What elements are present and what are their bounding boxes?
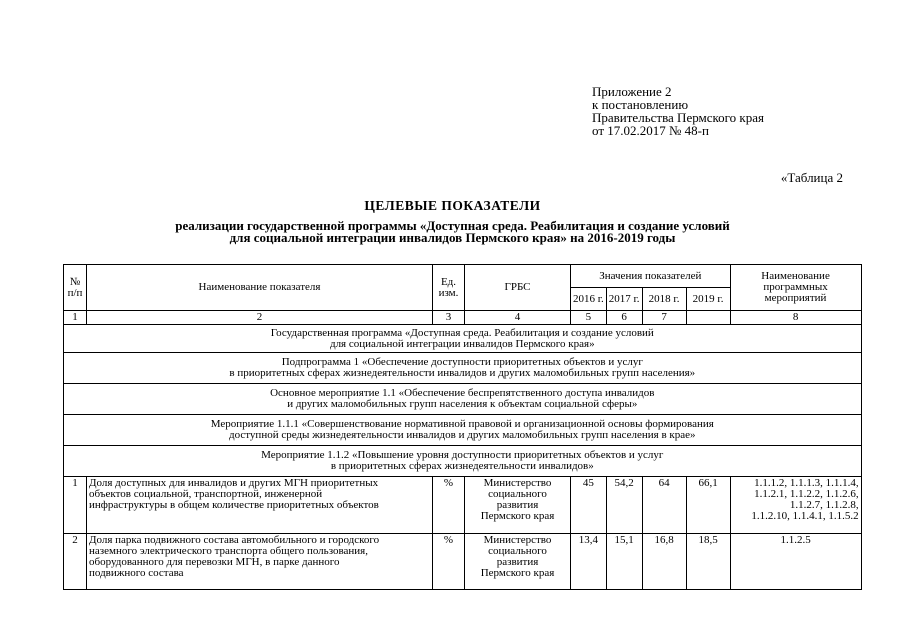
value-2018: 16,8: [642, 534, 686, 590]
value-2019: 18,5: [686, 534, 730, 590]
document-subtitle: [0, 220, 905, 244]
col-number: 8: [730, 311, 861, 325]
indicator-name-line: Доля доступных для инвалидов и других МГН приоритетных: [89, 477, 379, 489]
table-label: «Таблица 2: [780, 170, 843, 185]
col-number: 1: [64, 311, 87, 325]
indicator-grbs: [465, 534, 571, 590]
col-number: 2: [87, 311, 433, 325]
row-number: 2: [64, 534, 87, 590]
col-header-year: 2019 г.: [686, 288, 730, 311]
col-header-events: Наименование программных мероприятий: [730, 265, 861, 311]
col-number: 6: [606, 311, 642, 325]
col-header-num: № п/п: [64, 265, 87, 311]
col-header-values: Значения показателей: [571, 265, 731, 288]
indicator-name-line: Доля парка подвижного состава автомобильного и городского: [89, 534, 380, 546]
col-header-year: 2016 г.: [571, 288, 607, 311]
appendix-line: Правительства Пермского края: [592, 110, 764, 125]
indicator-name: [87, 477, 433, 534]
value-2016: 13,4: [571, 534, 607, 590]
section-line: Мероприятие 1.1.1 «Совершенствование нормативной правовой и организационной основы формирования: [210, 418, 714, 430]
indicator-name: [87, 534, 433, 590]
grbs-line: Министерство: [483, 534, 552, 546]
subtitle-line: реализации государственной программы «Доступная среда. Реабилитация и создание условий: [175, 218, 730, 233]
value-2019: 66,1: [686, 477, 730, 534]
grbs-line: Министерство: [483, 477, 552, 489]
subtitle-line: для социальной интеграции инвалидов Пермского края» на 2016-2019 годы: [229, 230, 676, 245]
document-title: ЦЕЛЕВЫЕ ПОКАЗАТЕЛИ: [364, 198, 541, 213]
event-code-line: 1.1.2.7, 1.1.2.8,: [789, 499, 859, 511]
indicator-name-line: инфраструктуры в общем количестве приоритетных объектов: [89, 499, 379, 511]
section-line: доступной среды жизнедеятельности инвалидов и других маломобильных групп населения в крае»: [229, 429, 696, 441]
section-line: в приоритетных сферах жизнедеятельности инвалидов»: [330, 460, 594, 472]
event-code-line: 1.1.2.10, 1.1.4.1, 1.1.5.2: [751, 510, 859, 522]
section-line: для социальной интеграции инвалидов Пермского края»: [329, 337, 595, 350]
section-row-program: [64, 325, 862, 353]
appendix-line: Приложение 2: [592, 84, 672, 99]
grbs-line: социального: [488, 545, 547, 557]
indicator-unit: %: [433, 477, 465, 534]
indicator-name-line: оборудованного для перевозки МГН, в парке данного: [89, 556, 340, 568]
col-header-year: 2018 г.: [642, 288, 686, 311]
event-codes: [730, 534, 861, 590]
col-header-grbs: ГРБС: [465, 265, 571, 311]
row-number: 1: [64, 477, 87, 534]
section-row-event-112: [64, 446, 862, 477]
section-line: Мероприятие 1.1.2 «Повышение уровня доступности приоритетных объектов и услуг: [261, 449, 664, 461]
col-number: 3: [433, 311, 465, 325]
section-line: Основное мероприятие 1.1 «Обеспечение беспрепятственного доступа инвалидов: [270, 387, 655, 399]
col-number: 4: [465, 311, 571, 325]
grbs-line: развития: [496, 499, 539, 511]
grbs-line: Пермского края: [480, 567, 555, 579]
indicator-name-line: объектов социальной, транспортной, инженерной: [89, 488, 323, 500]
section-row-main-event: [64, 384, 862, 415]
table-row: [64, 477, 862, 534]
grbs-line: развития: [496, 556, 539, 568]
section-row-event-111: [64, 415, 862, 446]
value-2018: 64: [642, 477, 686, 534]
value-2017: 54,2: [606, 477, 642, 534]
indicators-table: [63, 264, 862, 590]
col-number: 5: [571, 311, 607, 325]
grbs-line: социального: [488, 488, 547, 500]
section-line: Подпрограмма 1 «Обеспечение доступности приоритетных объектов и услуг: [281, 356, 643, 368]
col-number: 7: [642, 311, 686, 325]
value-2016: 45: [571, 477, 607, 534]
indicator-name-line: подвижного состава: [89, 567, 184, 579]
grbs-line: Пермского края: [480, 510, 555, 522]
indicator-grbs: [465, 477, 571, 534]
event-code-line: 1.1.2.1, 1.1.2.2, 1.1.2.6,: [754, 488, 859, 500]
col-number: [686, 311, 730, 325]
value-2017: 15,1: [606, 534, 642, 590]
col-header-unit: Ед. изм.: [433, 265, 465, 311]
appendix-line: от 17.02.2017 № 48-п: [592, 123, 709, 138]
column-number-row: [64, 311, 862, 325]
event-code-line: 1.1.2.5: [780, 534, 811, 546]
event-codes: [730, 477, 861, 534]
col-header-year: 2017 г.: [606, 288, 642, 311]
section-line: и других маломобильных групп населения к объектам социальной сферы»: [287, 398, 638, 410]
col-header-name: Наименование показателя: [87, 265, 433, 311]
section-line: Государственная программа «Доступная среда. Реабилитация и создание условий: [270, 326, 654, 339]
indicator-name-line: наземного электрического транспорта общего пользования,: [89, 545, 368, 557]
appendix-line: к постановлению: [592, 97, 689, 112]
section-row-subprogram: [64, 353, 862, 384]
section-line: в приоритетных сферах жизнедеятельности инвалидов и других маломобильных групп населения»: [229, 367, 696, 379]
event-code-line: 1.1.1.2, 1.1.1.3, 1.1.1.4,: [754, 477, 859, 489]
indicator-unit: %: [433, 534, 465, 590]
table-row: [64, 534, 862, 590]
appendix-header: [592, 85, 764, 137]
